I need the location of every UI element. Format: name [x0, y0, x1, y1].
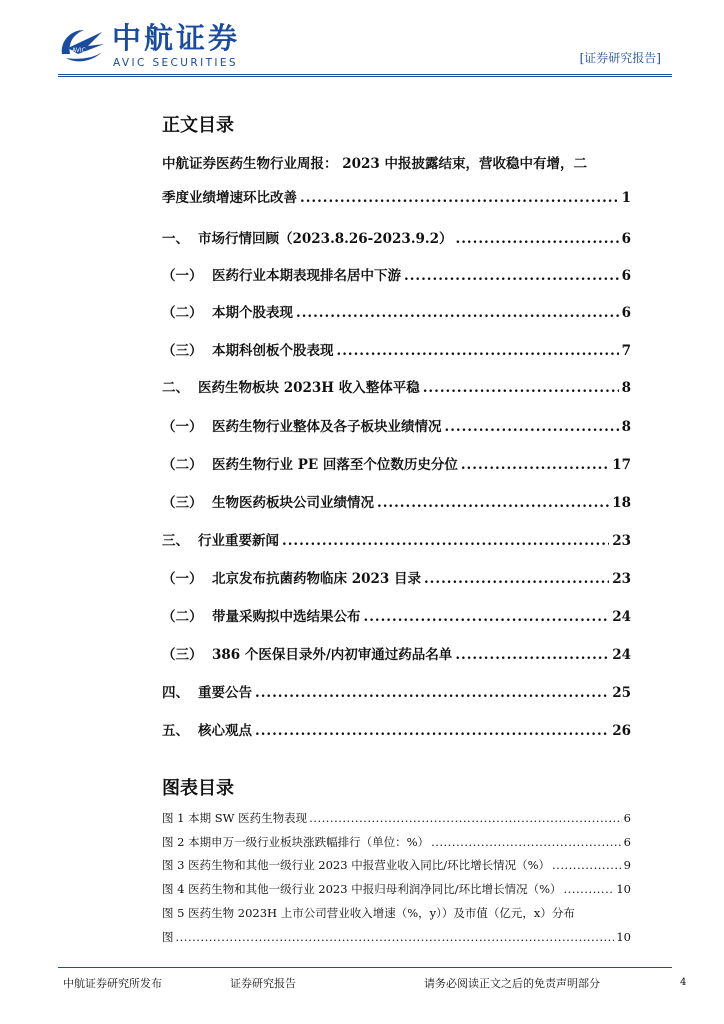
toc-item-text: 386 个医保目录外/内初审通过药品名单: [212, 647, 453, 663]
figure-page-number: 9: [623, 858, 631, 872]
toc-leader: [423, 380, 619, 396]
avic-plane-logo-icon: [58, 24, 108, 66]
toc-item-number: 三、: [162, 533, 189, 549]
figure-leader: [552, 858, 622, 872]
toc-item-number: （三）: [162, 647, 203, 663]
toc-item-number: （三）: [162, 495, 203, 511]
figure-page-number: 6: [623, 835, 631, 849]
figure-leader: [176, 930, 615, 944]
toc-leader: [282, 533, 609, 549]
toc-item-text: 带量采购拟中选结果公布: [212, 609, 361, 625]
toc-item-number: 一、: [162, 231, 189, 247]
toc-item[interactable]: [162, 301, 631, 321]
toc-item[interactable]: [162, 681, 631, 701]
toc-page-number: 8: [621, 380, 631, 396]
toc-item-text: 行业重要新闻: [198, 533, 279, 549]
svg-text:AVIC: AVIC: [72, 47, 86, 54]
toc-intro-text: 季度业绩增速环比改善: [162, 190, 297, 206]
toc-item[interactable]: [162, 376, 631, 396]
brand-name-cn: 中航证券: [112, 21, 241, 55]
footer-disclaimer: 请务必阅读正文之后的免责声明部分: [424, 977, 600, 990]
toc-item[interactable]: [162, 415, 631, 435]
brand-name-en: AVIC SECURITIES: [113, 57, 238, 69]
toc-page-number: 24: [612, 609, 631, 625]
figure-page-number: 10: [616, 930, 631, 944]
figure-item-text: 图 1 本期 SW 医药生物表现: [162, 811, 308, 825]
toc-leader: [404, 268, 619, 284]
toc-leader: [337, 343, 619, 359]
figure-item-text: 图 5 医药生物 2023H 上市公司营业收入增速（%，y））及市值（亿元，x）分布: [162, 906, 575, 920]
figure-item[interactable]: [162, 810, 631, 828]
figure-item[interactable]: [162, 834, 631, 852]
footer-divider: [58, 967, 672, 968]
toc-title: 正文目录: [162, 115, 234, 136]
toc-item[interactable]: [162, 491, 631, 511]
toc-leader: [377, 495, 609, 511]
figure-leader: [431, 835, 622, 849]
toc-item[interactable]: [162, 643, 631, 663]
toc-item-text: 本期科创板个股表现: [212, 343, 334, 359]
toc-item[interactable]: [162, 339, 631, 359]
toc-item[interactable]: [162, 453, 631, 473]
toc-page-number: 23: [612, 533, 631, 549]
toc-item-number: （一）: [162, 268, 203, 284]
toc-page-number: 23: [612, 571, 631, 587]
figure-leader: [309, 811, 622, 825]
toc-item-text: 生物医药板块公司业绩情况: [212, 495, 374, 511]
toc-item-number: （三）: [162, 343, 203, 359]
page-header: [0, 0, 724, 82]
toc-item-number: 四、: [162, 685, 189, 701]
toc-item[interactable]: [162, 719, 631, 739]
toc-item[interactable]: [162, 227, 631, 247]
toc-page-number: 26: [612, 723, 631, 739]
toc-page-number: 1: [621, 190, 631, 206]
toc-page-number: 25: [612, 685, 631, 701]
toc-item-number: （二）: [162, 305, 203, 321]
page-number: 4: [680, 977, 687, 988]
toc-item-text: 医药行业本期表现排名居中下游: [212, 268, 401, 284]
toc-item-number: （一）: [162, 419, 203, 435]
toc-item-number: 二、: [162, 380, 189, 396]
toc-intro-line1[interactable]: 中航证券医药生物行业周报： 2023 中报披露结束，营收稳中有增，二: [162, 156, 587, 172]
toc-item[interactable]: [162, 567, 631, 587]
toc-page-number: 17: [612, 457, 631, 473]
report-type-tag: [证券研究报告]: [579, 51, 661, 65]
toc-page-number: 6: [621, 231, 631, 247]
toc-item[interactable]: [162, 529, 631, 549]
figure-item-text: 图: [162, 930, 174, 944]
toc-item-text: 医药生物板块 2023H 收入整体平稳: [198, 380, 420, 396]
figure-item-line1[interactable]: [162, 905, 631, 923]
figure-leader: [564, 882, 615, 896]
toc-item-number: （二）: [162, 457, 203, 473]
toc-leader: [296, 305, 619, 321]
toc-leader: [456, 231, 619, 247]
toc-item-number: 五、: [162, 723, 189, 739]
toc-page-number: 6: [621, 268, 631, 284]
toc-leader: [424, 571, 609, 587]
toc-leader: [445, 419, 619, 435]
toc-item-text: 重要公告: [198, 685, 252, 701]
toc-leader: [364, 609, 610, 625]
figure-item[interactable]: [162, 857, 631, 875]
figures-title: 图表目录: [162, 778, 234, 799]
figure-item-text: 图 4 医药生物和其他一级行业 2023 中报归母利润净同比/环比增长情况（%）: [162, 882, 562, 896]
toc-page-number: 6: [621, 305, 631, 321]
toc-item-number: （一）: [162, 571, 203, 587]
toc-item-text: 市场行情回顾（2023.8.26-2023.9.2）: [198, 231, 453, 247]
toc-item-text: 本期个股表现: [212, 305, 293, 321]
figure-item-text: 图 2 本期申万一级行业板块涨跌幅排行（单位：%）: [162, 835, 430, 849]
toc-item-text: 北京发布抗菌药物临床 2023 目录: [212, 571, 421, 587]
toc-item[interactable]: [162, 264, 631, 284]
figure-item-text: 图 3 医药生物和其他一级行业 2023 中报营业收入同比/环比增长情况（%）: [162, 858, 551, 872]
toc-item[interactable]: [162, 605, 631, 625]
toc-page-number: 7: [621, 343, 631, 359]
figure-page-number: 6: [623, 811, 631, 825]
header-divider-thin: [58, 76, 672, 77]
toc-leader: [255, 723, 609, 739]
footer-report-type: 证券研究报告: [230, 977, 296, 990]
toc-item-text: 核心观点: [198, 723, 252, 739]
figure-page-number: 10: [616, 882, 631, 896]
toc-intro-line2[interactable]: [162, 186, 631, 206]
toc-leader: [455, 647, 609, 663]
footer-publisher: 中航证券研究所发布: [63, 977, 162, 990]
toc-page-number: 18: [612, 495, 631, 511]
header-divider: [58, 74, 672, 75]
toc-page-number: 24: [612, 647, 631, 663]
toc-leader: [300, 190, 619, 206]
figure-item-line2[interactable]: [162, 929, 631, 947]
toc-item-text: 医药生物行业 PE 回落至个位数历史分位: [212, 457, 458, 473]
toc-leader: [461, 457, 609, 473]
toc-leader: [255, 685, 609, 701]
toc-item-text: 医药生物行业整体及各子板块业绩情况: [212, 419, 442, 435]
toc-item-number: （二）: [162, 609, 203, 625]
figure-item[interactable]: [162, 881, 631, 899]
toc-page-number: 8: [621, 419, 631, 435]
